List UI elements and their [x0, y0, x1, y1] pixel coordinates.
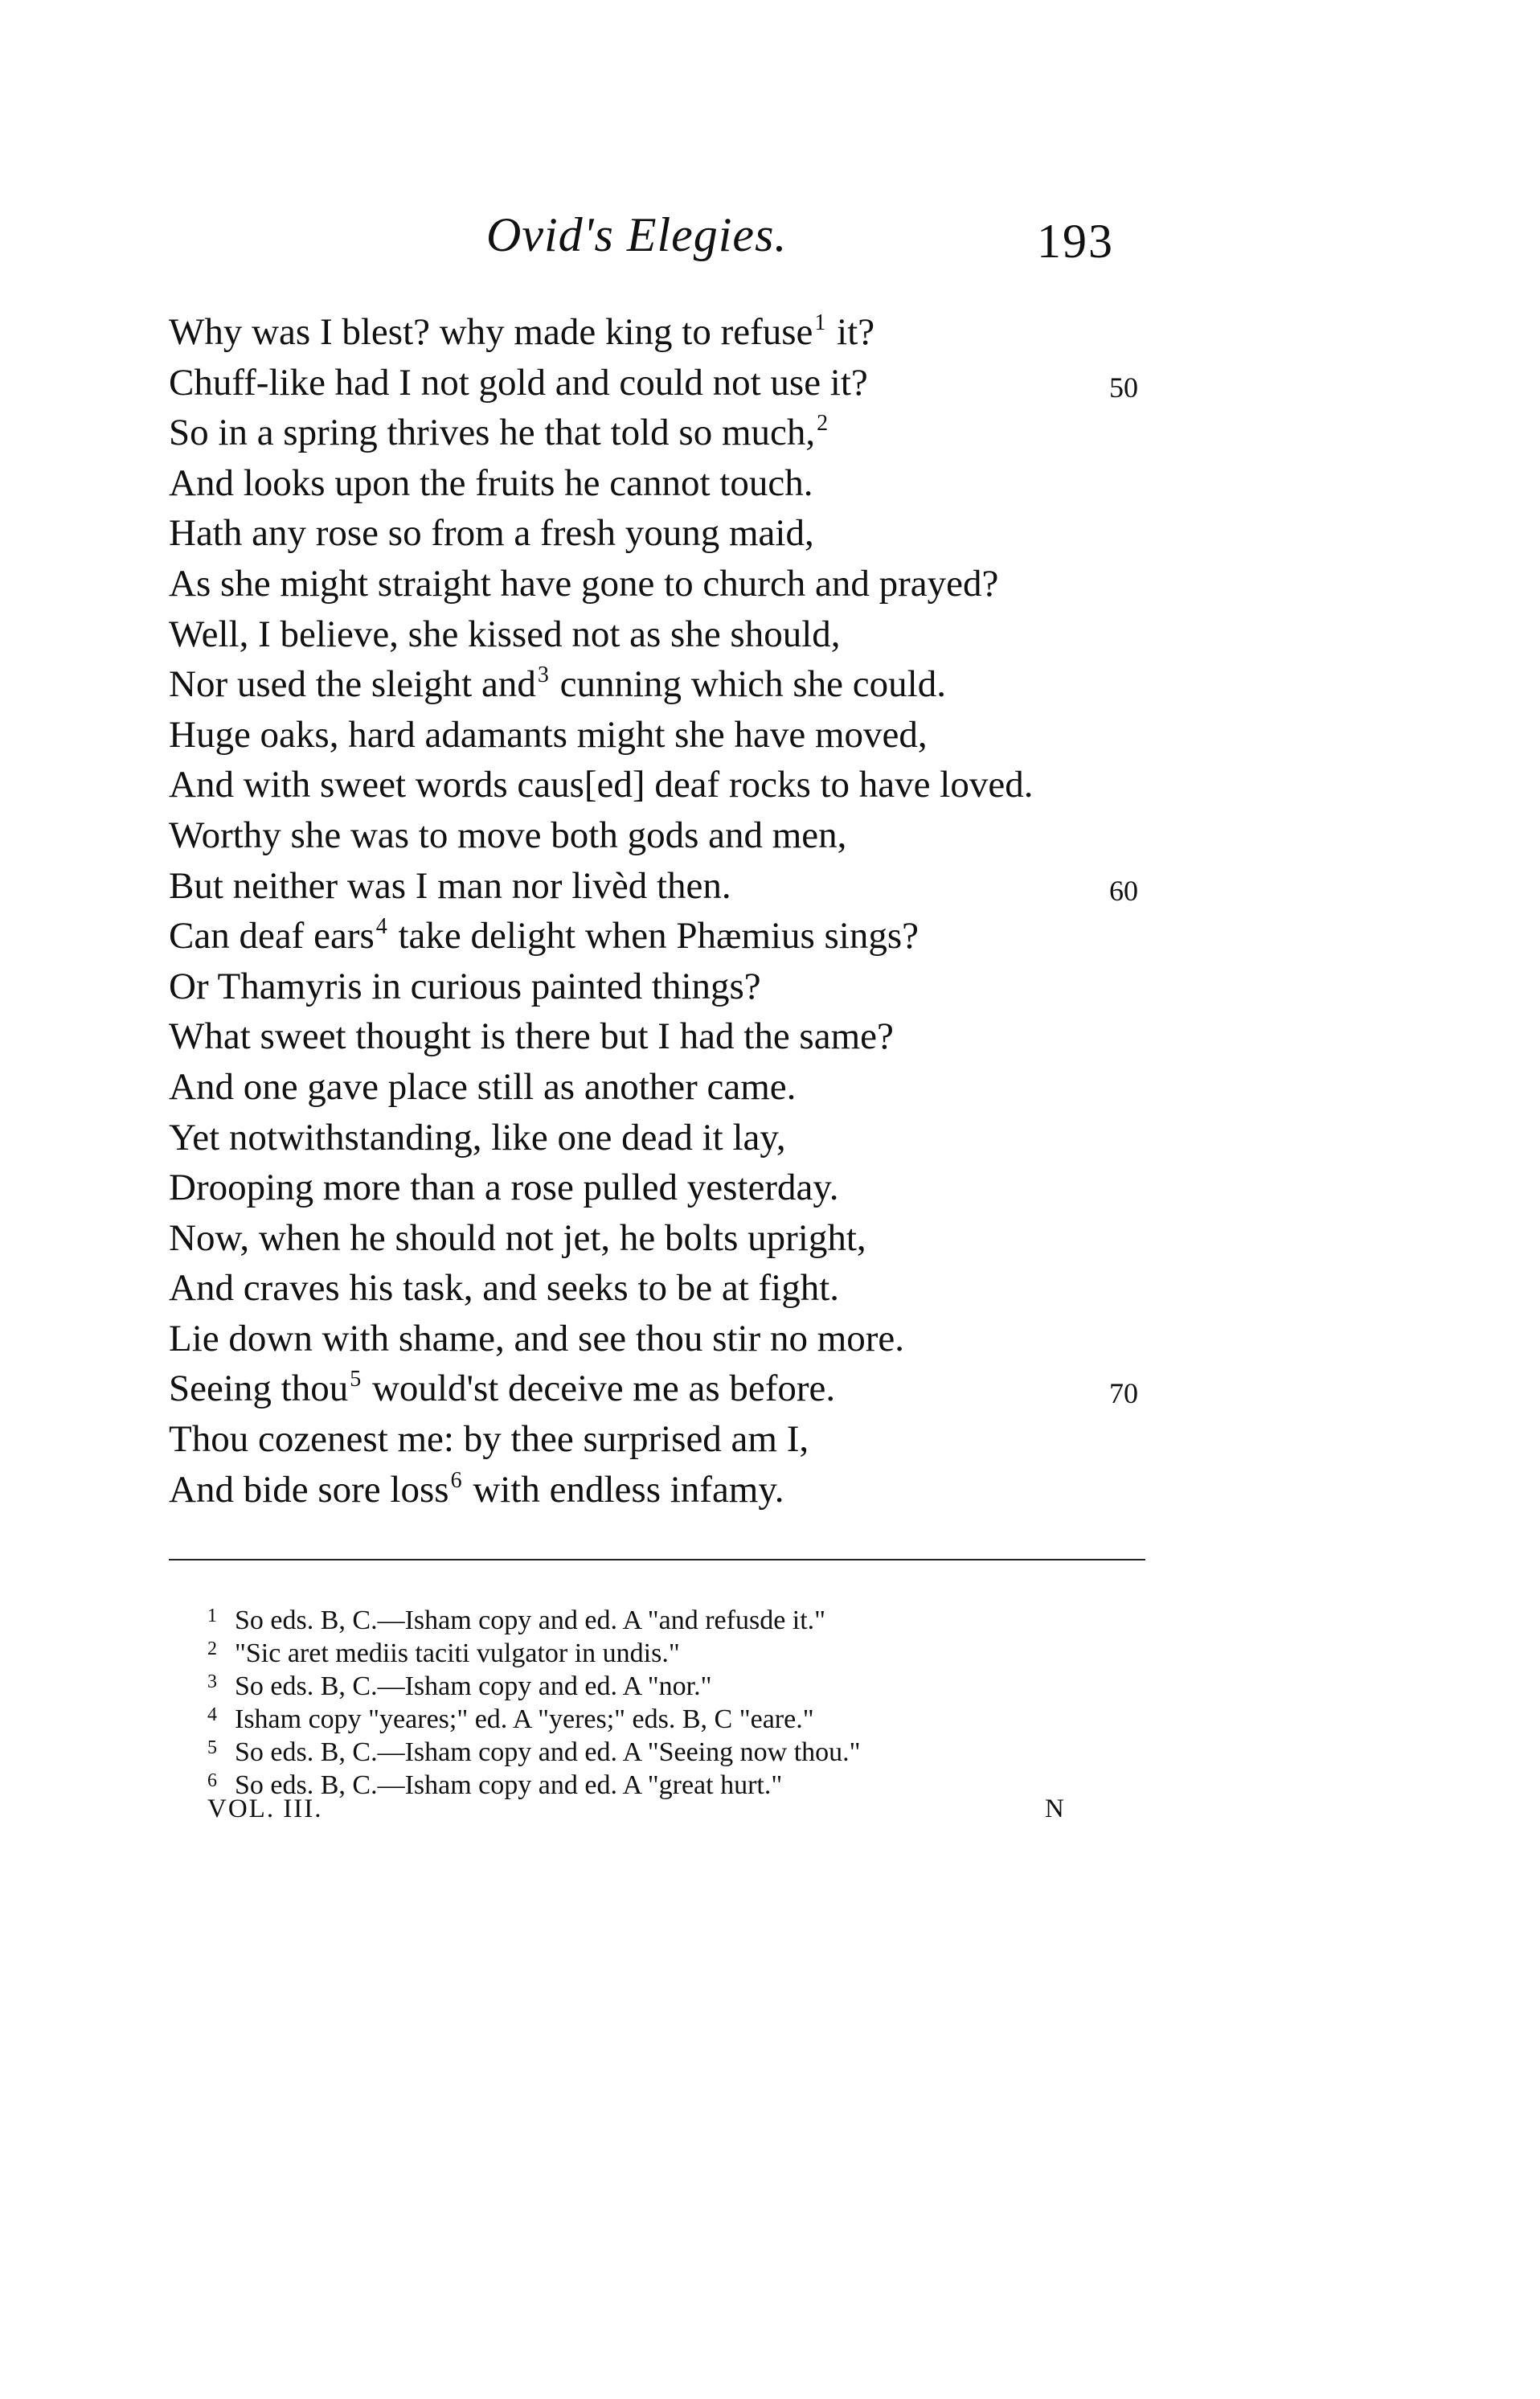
footnote-number: 4 — [207, 1704, 217, 1725]
footnotes — [207, 1600, 1172, 1798]
poem-line-text — [169, 962, 761, 1012]
poem-line — [169, 458, 1262, 509]
poem-line-text — [169, 1263, 839, 1314]
poem-line — [169, 307, 1262, 358]
volume-signature: VOL. III. — [207, 1794, 323, 1823]
poem-line-text — [169, 1213, 866, 1264]
footnote-reference: 6 — [450, 1467, 462, 1493]
signature-line — [207, 1794, 1075, 1830]
poem-line — [169, 962, 1262, 1012]
footnote-number: 3 — [207, 1671, 217, 1692]
running-title: Ovid's Elegies. — [486, 208, 788, 261]
poem-line-segment: cunning which she could. — [550, 663, 946, 706]
poem-line-text — [169, 1011, 894, 1062]
footnote-text: So eds. B, C.—Isham copy and ed. A "nor." — [235, 1671, 712, 1701]
poem-line-text — [169, 659, 946, 710]
poem-line-segment: Why was I blest? why made king to refuse — [169, 311, 813, 353]
poem-line-text — [169, 609, 841, 660]
footnote — [207, 1600, 1172, 1633]
poem-line — [169, 1414, 1262, 1465]
line-number: 60 — [1109, 874, 1138, 907]
poem-line-text — [169, 861, 731, 912]
poem-line-segment: with endless infamy. — [463, 1468, 784, 1511]
poem-line-segment: take delight when Phæmius sings? — [388, 915, 919, 958]
poem-line — [169, 559, 1262, 609]
poem-line — [169, 609, 1262, 660]
running-head — [0, 207, 1540, 280]
poem-line-segment: Yet notwithstanding, like one dead it lay, — [169, 1116, 786, 1158]
poem-line-segment: And bide sore loss — [169, 1468, 449, 1511]
poem-line-segment: But neither was I man nor livèd then. — [169, 864, 731, 907]
footnote-number: 5 — [207, 1737, 217, 1758]
poem-line-text — [169, 358, 868, 408]
poem-line — [169, 1011, 1262, 1062]
poem-line — [169, 1163, 1262, 1213]
footnote — [207, 1765, 1172, 1798]
poem-line-text — [169, 1465, 784, 1515]
poem-line-segment: Drooping more than a rose pulled yesterday. — [169, 1167, 839, 1209]
poem-line-text — [169, 408, 829, 458]
poem-line-text — [169, 1062, 796, 1113]
poem-line-text — [169, 1364, 835, 1414]
poem-line-segment: And craves his task, and seeks to be at fight. — [169, 1267, 840, 1310]
poem-line-segment: Huge oaks, hard adamants might she have moved, — [169, 713, 928, 756]
poem-line — [169, 358, 1262, 408]
poem-line — [169, 710, 1262, 761]
poem-line-segment: As she might straight have gone to church and prayed? — [169, 562, 999, 605]
footnote-text: Isham copy "yeares;" ed. A "yeres;" eds. B, C "eare." — [235, 1704, 814, 1734]
poem-line-segment: Can deaf ears — [169, 915, 375, 958]
footnote-text: So eds. B, C.—Isham copy and ed. A "Seeing now thou." — [235, 1737, 861, 1767]
poem-line-text — [169, 508, 814, 559]
poem-line-segment: Seeing thou — [169, 1368, 349, 1410]
poem-line-text — [169, 911, 919, 962]
line-number: 50 — [1109, 371, 1138, 404]
poem-line — [169, 760, 1262, 810]
footnote — [207, 1633, 1172, 1666]
poem-line-segment: And with sweet words caus[ed] deaf rocks to have loved. — [169, 764, 1034, 806]
poem-line-segment: Nor used the sleight and — [169, 663, 536, 706]
poem-line-segment: Or Thamyris in curious painted things? — [169, 965, 761, 1007]
footnote-reference: 2 — [817, 411, 829, 437]
poem-line — [169, 1062, 1262, 1113]
poem-line-text — [169, 1113, 786, 1163]
poem-line-text — [169, 1414, 809, 1465]
poem-line-text — [169, 307, 874, 358]
poem-line — [169, 1263, 1262, 1314]
poem-line — [169, 861, 1262, 912]
footnote-divider — [169, 1559, 1145, 1560]
poem-line — [169, 1465, 1262, 1515]
poem-line-text — [169, 559, 998, 609]
poem-line-text — [169, 760, 1033, 810]
poem-line-segment: So in a spring thrives he that told so much, — [169, 412, 816, 454]
line-number: 70 — [1109, 1377, 1138, 1410]
footnote-reference: 4 — [375, 914, 387, 940]
poem-line — [169, 408, 1262, 458]
poem-line — [169, 1213, 1262, 1264]
poem-line-text — [169, 810, 846, 861]
poem-line-segment: Now, when he should not jet, he bolts upright, — [169, 1216, 866, 1259]
footnote — [207, 1699, 1172, 1732]
poem-line-segment: Thou cozenest me: by thee surprised am I, — [169, 1418, 809, 1461]
poem-line-segment: would'st deceive me as before. — [362, 1368, 836, 1410]
poem-line — [169, 810, 1262, 861]
footnote-reference: 1 — [814, 310, 826, 335]
footnote-number: 1 — [207, 1605, 217, 1626]
poem-line-text — [169, 1314, 904, 1364]
footnote-reference: 5 — [350, 1367, 362, 1392]
poem-line-segment: What sweet thought is there but I had the same? — [169, 1015, 894, 1058]
poem-text — [169, 307, 1262, 1515]
poem-line-segment: it? — [827, 311, 875, 353]
footnote — [207, 1732, 1172, 1765]
page-number: 193 — [1037, 215, 1114, 268]
poem-line-text — [169, 710, 928, 761]
poem-line-text — [169, 458, 813, 509]
poem-line — [169, 1113, 1262, 1163]
footnote-text: So eds. B, C.—Isham copy and ed. A "great hurt." — [235, 1770, 783, 1800]
poem-line — [169, 659, 1262, 710]
poem-line-segment: And one gave place still as another came. — [169, 1065, 797, 1108]
poem-line-segment: And looks upon the fruits he cannot touch. — [169, 461, 813, 504]
poem-line-segment: Lie down with shame, and see thou stir no more. — [169, 1317, 905, 1359]
signature-mark: N — [1045, 1794, 1066, 1823]
footnote-number: 6 — [207, 1770, 217, 1791]
poem-line-segment: Worthy she was to move both gods and men, — [169, 814, 847, 856]
poem-line — [169, 911, 1262, 962]
poem-line — [169, 1364, 1262, 1414]
footnote-number: 2 — [207, 1638, 217, 1659]
poem-line-segment: Hath any rose so from a fresh young maid, — [169, 512, 814, 555]
poem-line — [169, 508, 1262, 559]
footnote-reference: 3 — [537, 662, 549, 688]
footnote — [207, 1666, 1172, 1699]
poem-line-text — [169, 1163, 839, 1213]
poem-line — [169, 1314, 1262, 1364]
footnote-text: So eds. B, C.—Isham copy and ed. A "and refusde it." — [235, 1605, 826, 1635]
footnote-text: "Sic aret mediis taciti vulgator in undis." — [235, 1638, 680, 1668]
poem-line-segment: Well, I believe, she kissed not as she should, — [169, 613, 841, 655]
poem-line-segment: Chuff-like had I not gold and could not use it? — [169, 361, 868, 404]
